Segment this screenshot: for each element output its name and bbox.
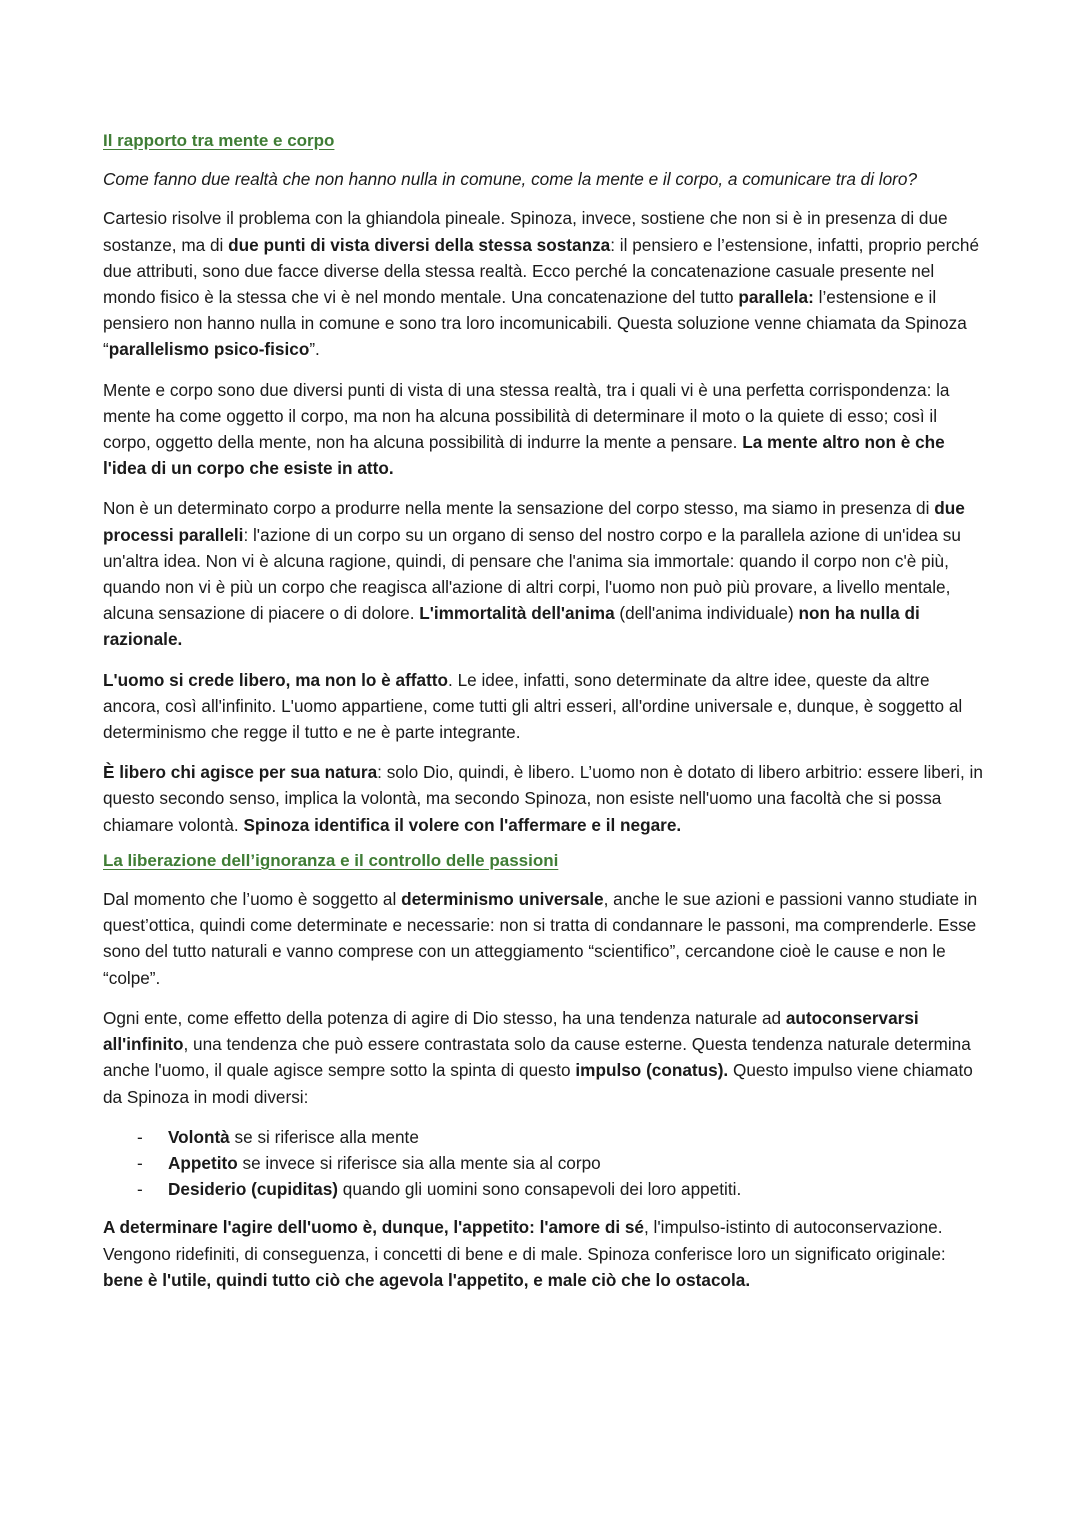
paragraph: L'uomo si crede libero, ma non lo è affatto. Le idee, infatti, sono determinate da altre idee, queste da altre ancora, così all'infinito. L'uomo appartiene, come tutti gli altri esseri, all'ordine universale e, dunque, è soggetto al determinismo che regge il tutto e ne è parte integrante.: [103, 669, 963, 743]
list-item: - Appetito se invece si riferisce sia alla mente sia al corpo: [103, 1150, 983, 1176]
paragraph: Non è un determinato corpo a produrre nella mente la sensazione del corpo stesso, ma siamo in presenza di due processi paralleli: l'azione di un corpo su un organo di senso del nostro corpo e la parallela azione di un'idea su un'altra idea. Non vi è alcuna ragione, quindi, di pensare che l'anima sia immortale: quando il corpo non c'è più, quando non vi è più un corpo che reagisca all'azione di altri corpi, l'uomo non può più provare, a livello mentale, alcuna sensazione di piacere o di dolore. L'immortalità dell'anima (dell'anima individuale) non ha nulla di razionale.: [103, 498, 965, 650]
paragraph: Cartesio risolve il problema con la ghiandola pineale. Spinoza, invece, sostiene che non si è in presenza di due sostanze, ma di due punti di vista diversi della stessa sostanza: il pensiero e l’estensione, infatti, proprio perché due attributi, sono due facce diverse della stessa realtà. Ecco perché la concatenazione casuale presente nel mondo fisico è la stessa che vi è nel mondo mentale. Una concatenazione del tutto parallela: l’estensione e il pensiero non hanno nulla in comune e sono tra loro incomunicabili. Questa soluzione venne chiamata da Spinoza “parallelismo psico-fisico”.: [103, 208, 980, 360]
list-item: - Volontà se si riferisce alla mente: [103, 1124, 983, 1150]
conatus-list: [103, 1124, 983, 1203]
paragraph: Dal momento che l’uomo è soggetto al determinismo universale, anche le sue azioni e passioni vanno studiate in quest’ottica, quindi come determinate e necessarie: non si tratta di condannare le passoni, ma comprenderle. Esse sono del tutto naturali e vanno comprese con un atteggiamento “scientifico”, cercandone cioè le cause e non le “colpe”.: [103, 889, 978, 988]
section-heading-mente-corpo: Il rapporto tra mente e corpo: [103, 131, 335, 150]
paragraph: Mente e corpo sono due diversi punti di vista di una stessa realtà, tra i quali vi è una perfetta corrispondenza: la mente ha come oggetto il corpo, ma non ha alcuna possibilità di determinare il moto o la quiete di esso; così il corpo, oggetto della mente, non ha alcuna possibilità di indurre la mente a pensare. La mente altro non è che l'idea di un corpo che esiste in atto.: [103, 379, 950, 479]
closing-paragraph: A determinare l'agire dell'uomo è, dunque, l'appetito: l'amore di sé, l'impulso-istinto di autoconservazione. Vengono ridefiniti, di conseguenza, i concetti di bene e di male. Spinoza conferisce loro un significato originale: bene è l'utile, quindi tutto ciò che agevola l'appetito, e male ciò che lo ostacola.: [103, 1217, 946, 1290]
paragraph: Ogni ente, come effetto della potenza di agire di Dio stesso, ha una tendenza naturale ad autoconservarsi all'infinito, una tendenza che può essere contrastata solo da cause esterne. Questa tendenza naturale determina anche l'uomo, il quale agisce sempre sotto la spinta di questo impulso (conatus). Questo impulso viene chiamato da Spinoza in modi diversi:: [103, 1007, 973, 1107]
paragraph: È libero chi agisce per sua natura: solo Dio, quindi, è libero. L’uomo non è dotato di libero arbitrio: essere liberi, in questo secondo senso, implica la volontà, ma secondo Spinoza, non esiste nell'uomo una facoltà che si possa chiamare volontà. Spinoza identifica il volere con l'affermare e il negare.: [103, 762, 983, 835]
section-heading-passioni: La liberazione dell’ignoranza e il controllo delle passioni: [103, 850, 559, 870]
document-page: [103, 128, 983, 1307]
section-question: Come fanno due realtà che non hanno nulla in comune, come la mente e il corpo, a comunicare tra di loro?: [103, 169, 918, 190]
list-item: - Desiderio (cupiditas) quando gli uomini sono consapevoli dei loro appetiti.: [103, 1176, 983, 1202]
